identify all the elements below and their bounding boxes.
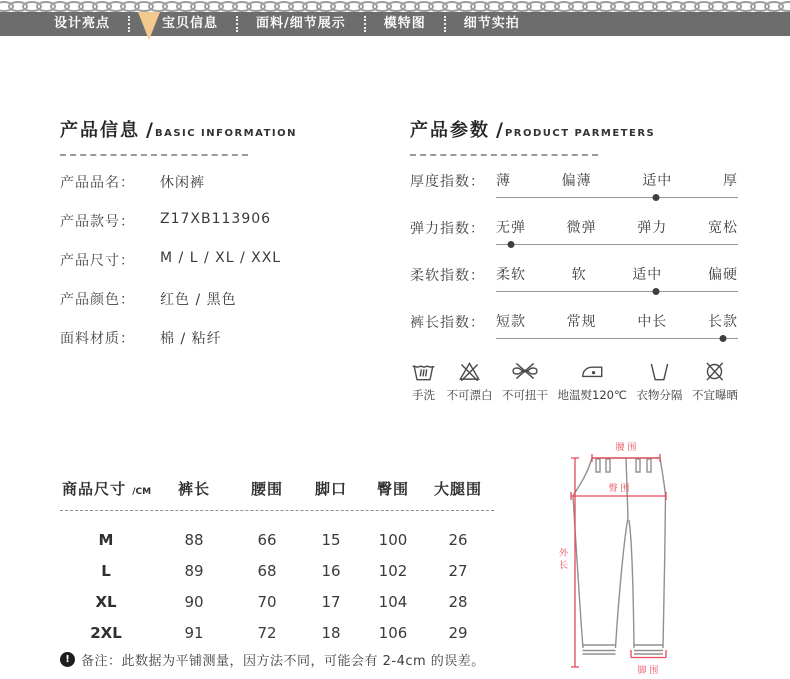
value-cell: 88 <box>184 531 204 549</box>
value-cell: 28 <box>448 593 468 611</box>
care-item-hand-wash <box>410 358 437 403</box>
col-header-thigh: 大腿围 <box>433 480 482 498</box>
param-track <box>496 240 738 250</box>
size-cell: 2XL <box>90 624 122 642</box>
param-row-softness <box>410 264 738 297</box>
care-label: 不可漂白 <box>446 388 493 402</box>
value-cell: 17 <box>321 593 341 611</box>
section-nav <box>0 12 790 36</box>
low-temp-iron-icon <box>579 358 606 384</box>
size-chart-title-text: 商品尺寸 <box>62 480 127 498</box>
nav-tab-design-highlights[interactable]: 设计亮点 <box>54 16 111 31</box>
param-option: 宽松 <box>707 220 738 236</box>
param-row-thickness <box>410 170 738 203</box>
param-option: 偏硬 <box>707 267 738 283</box>
value-cell: 68 <box>257 562 277 580</box>
selected-level-dot <box>720 335 727 342</box>
param-scale <box>496 217 738 250</box>
nav-tab-detail-shots[interactable]: 细节实拍 <box>463 16 520 31</box>
nav-tab-model-photos[interactable]: 模特图 <box>383 16 426 31</box>
section-subtitle: BASIC INFORMATION <box>154 128 298 139</box>
param-scale <box>496 264 738 297</box>
param-option: 厚 <box>722 173 738 189</box>
waist-measure-label: 腰 围 <box>615 443 637 453</box>
value-cell: 91 <box>184 624 204 642</box>
value-cell: 18 <box>321 624 341 642</box>
parameters-section <box>410 116 738 403</box>
basic-info-header <box>60 116 390 142</box>
exclamation-circle-icon: ! <box>60 652 75 667</box>
param-label: 弹力指数： <box>410 221 485 237</box>
param-label: 厚度指数： <box>410 174 485 190</box>
param-scale <box>496 170 738 203</box>
leg-opening-measure-label: 脚 围 <box>637 666 659 676</box>
care-label: 地温熨120℃ <box>557 388 627 402</box>
section-title: 产品信息 <box>60 120 140 141</box>
param-option: 薄 <box>496 173 511 189</box>
param-options <box>496 217 738 237</box>
care-item-separate-wash <box>636 358 682 403</box>
info-value: 红色 / 黑色 <box>160 292 237 308</box>
value-cell: 100 <box>378 531 408 549</box>
param-track <box>496 287 738 297</box>
size-cell: M <box>98 531 114 549</box>
info-row-model-number <box>60 211 390 231</box>
info-row-sizes <box>60 250 390 270</box>
care-item-no-sun <box>692 358 738 403</box>
selected-level-dot <box>652 194 659 201</box>
measurement-note <box>60 650 485 669</box>
value-cell: 104 <box>378 593 408 611</box>
parameters-header <box>410 116 738 142</box>
param-option: 偏薄 <box>561 173 592 189</box>
param-track <box>496 193 738 203</box>
nav-tab-fabric-details[interactable]: 面料/细节展示 <box>256 16 346 31</box>
size-chart-unit: /CM <box>132 487 152 497</box>
parameter-scales <box>410 170 738 344</box>
care-item-low-temp-iron <box>558 358 627 403</box>
param-option: 软 <box>571 267 587 283</box>
care-item-no-wring <box>502 358 548 403</box>
basic-info-rows <box>60 172 390 348</box>
no-bleach-icon <box>456 358 483 384</box>
info-label: 产品颜色： <box>60 292 135 308</box>
param-option: 中长 <box>637 314 668 330</box>
param-label: 柔软指数： <box>410 268 485 284</box>
no-sun-exposure-icon <box>701 358 728 384</box>
value-cell: 102 <box>378 562 408 580</box>
value-cell: 27 <box>448 562 468 580</box>
param-row-pant-length <box>410 311 738 344</box>
care-label: 不宜曝晒 <box>691 388 738 402</box>
section-title: 产品参数 <box>410 120 490 141</box>
info-label: 产品品名： <box>60 175 135 191</box>
param-option: 长款 <box>707 314 738 330</box>
hip-measure-label: 臀 围 <box>608 484 630 494</box>
value-cell: 26 <box>448 531 468 549</box>
info-label: 产品款号： <box>60 214 135 230</box>
param-option: 适中 <box>642 173 673 189</box>
dashed-divider <box>60 154 248 156</box>
value-cell: 90 <box>184 593 204 611</box>
note-text: 备注：此数据为平铺测量，因方法不同，可能会有 2-4cm 的误差。 <box>81 654 485 669</box>
info-row-material <box>60 328 390 348</box>
param-scale <box>496 311 738 344</box>
selected-level-dot <box>507 241 514 248</box>
info-value: Z17XB113906 <box>160 211 272 227</box>
basic-info-section <box>60 116 390 367</box>
info-value: 棉 / 粘纤 <box>160 331 222 347</box>
table-header-divider <box>60 510 494 511</box>
active-tab-pointer-icon <box>138 12 160 40</box>
info-row-colors <box>60 289 390 309</box>
param-options <box>496 264 738 284</box>
pants-measurement-diagram <box>545 430 790 679</box>
param-option: 无弹 <box>496 220 526 236</box>
size-chart-title <box>60 476 152 502</box>
value-cell: 16 <box>321 562 341 580</box>
param-row-elasticity <box>410 217 738 250</box>
info-row-name <box>60 172 390 192</box>
param-options <box>496 170 738 190</box>
param-option: 柔软 <box>496 267 526 283</box>
no-wring-icon <box>510 358 540 384</box>
dashed-divider <box>410 154 598 156</box>
col-header-leg-opening: 脚口 <box>314 480 347 498</box>
care-instructions <box>410 358 738 403</box>
care-label: 衣物分隔 <box>636 388 683 402</box>
param-option: 弹力 <box>637 220 668 236</box>
value-cell: 72 <box>257 624 277 642</box>
param-label: 裤长指数： <box>410 315 485 331</box>
param-option: 短款 <box>496 314 526 330</box>
param-option: 适中 <box>632 267 663 283</box>
outer-length-measure-label: 外长 <box>557 548 567 572</box>
size-chart-section <box>60 476 494 649</box>
hand-wash-icon <box>410 358 437 384</box>
value-cell: 89 <box>184 562 204 580</box>
nav-tab-product-info[interactable]: 宝贝信息 <box>162 16 219 31</box>
title-divider: / <box>496 119 503 141</box>
param-track <box>496 334 738 344</box>
col-header-hip: 臀围 <box>376 480 409 498</box>
param-options <box>496 311 738 331</box>
param-option: 常规 <box>566 314 597 330</box>
size-cell: L <box>101 562 111 580</box>
param-option: 微弹 <box>566 220 597 236</box>
value-cell: 15 <box>321 531 341 549</box>
selected-level-dot <box>652 288 659 295</box>
col-header-waist: 腰围 <box>250 480 283 498</box>
info-label: 面料材质： <box>60 331 135 347</box>
care-item-no-bleach <box>447 358 493 403</box>
care-label: 手洗 <box>412 388 435 402</box>
info-value: M / L / XL / XXL <box>160 250 282 266</box>
value-cell: 70 <box>257 593 277 611</box>
section-subtitle: PRODUCT PARMETERS <box>504 128 656 139</box>
chain-border-decoration <box>0 0 790 12</box>
value-cell: 66 <box>257 531 277 549</box>
info-value: 休闲裤 <box>160 175 205 191</box>
separate-wash-icon <box>646 358 673 384</box>
care-label: 不可扭干 <box>502 388 549 402</box>
title-divider: / <box>146 119 153 141</box>
size-chart-grid <box>60 476 494 649</box>
value-cell: 29 <box>448 624 468 642</box>
value-cell: 106 <box>378 624 408 642</box>
col-header-pant-length: 裤长 <box>177 480 210 498</box>
info-label: 产品尺寸： <box>60 253 135 269</box>
size-cell: XL <box>95 593 117 611</box>
